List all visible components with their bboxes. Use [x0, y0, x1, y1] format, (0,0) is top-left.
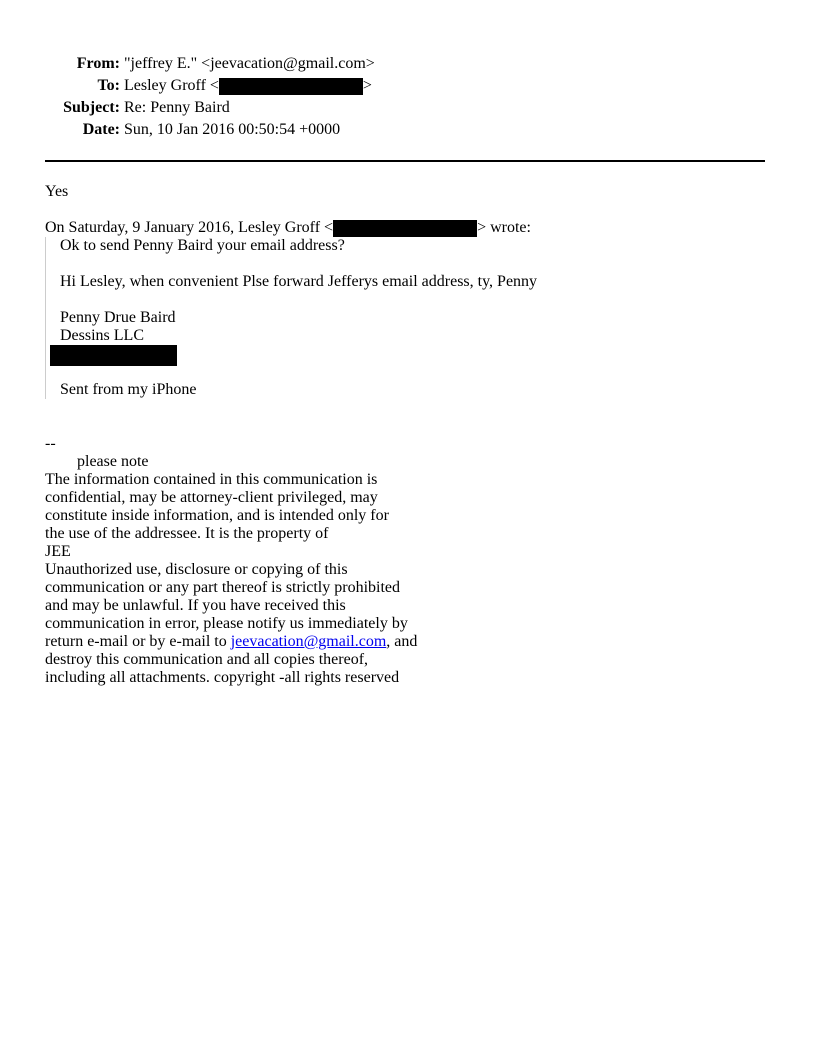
return-suffix: , and — [386, 633, 418, 650]
email-signature-footer — [45, 435, 765, 687]
quote-line: Hi Lesley, when convenient Plse forward Jefferys email address, ty, Penny — [60, 273, 538, 290]
disclaimer-line: including all attachments. copyright -all rights reserved — [45, 669, 400, 686]
header-divider — [45, 160, 765, 162]
date-label: Date: — [82, 121, 120, 138]
redaction-box — [219, 78, 363, 95]
from-label: From: — [76, 55, 120, 72]
subject-value: Re: Penny Baird — [124, 99, 230, 116]
disclaimer-line: communication or any part thereof is strictly prohibited — [45, 579, 401, 596]
disclaimer-line: the use of the addressee. It is the property of — [45, 525, 329, 542]
date-value: Sun, 10 Jan 2016 00:50:54 +0000 — [124, 121, 341, 138]
signature-name: Penny Drue Baird — [60, 309, 176, 326]
please-note: please note — [77, 453, 149, 470]
signature-company: Dessins LLC — [60, 327, 144, 344]
from-value: "jeffrey E." <jeevacation@gmail.com> — [124, 55, 375, 72]
quote-line: Ok to send Penny Baird your email address? — [60, 237, 345, 254]
date-row — [45, 119, 375, 141]
disclaimer-line: and may be unlawful. If you have received this — [45, 597, 346, 614]
email-header — [45, 53, 375, 141]
to-value — [124, 75, 372, 97]
return-prefix: return e-mail or by e-mail to — [45, 633, 231, 650]
disclaimer-line: Unauthorized use, disclosure or copying of this — [45, 561, 348, 578]
to-label: To: — [97, 77, 120, 94]
disclaimer-line: JEE — [45, 543, 71, 560]
email-link[interactable]: jeevacation@gmail.com — [230, 633, 387, 650]
redaction-box — [333, 220, 477, 237]
disclaimer-line: communication in error, please notify us immediately by — [45, 615, 408, 632]
reply-text: Yes — [45, 183, 69, 200]
disclaimer-line: The information contained in this communication is — [45, 471, 378, 488]
disclaimer-line: confidential, may be attorney-client privileged, may — [45, 489, 378, 506]
disclaimer-line — [45, 633, 765, 651]
attribution-suffix: > wrote: — [477, 219, 531, 236]
signature-dashes: -- — [45, 435, 56, 452]
quote-attribution — [45, 219, 765, 237]
quoted-message — [45, 237, 765, 399]
email-body — [45, 183, 765, 687]
sent-from-line: Sent from my iPhone — [60, 381, 197, 398]
attribution-prefix: On Saturday, 9 January 2016, Lesley Groff < — [45, 219, 334, 236]
disclaimer-line: constitute inside information, and is intended only for — [45, 507, 389, 524]
redaction-box — [50, 345, 177, 366]
subject-label: Subject: — [63, 99, 120, 116]
from-row — [45, 53, 375, 75]
to-suffix: > — [362, 77, 372, 94]
disclaimer-line: destroy this communication and all copies thereof, — [45, 651, 369, 668]
subject-row — [45, 97, 375, 119]
to-prefix: Lesley Groff < — [124, 77, 219, 94]
to-row — [45, 75, 375, 97]
